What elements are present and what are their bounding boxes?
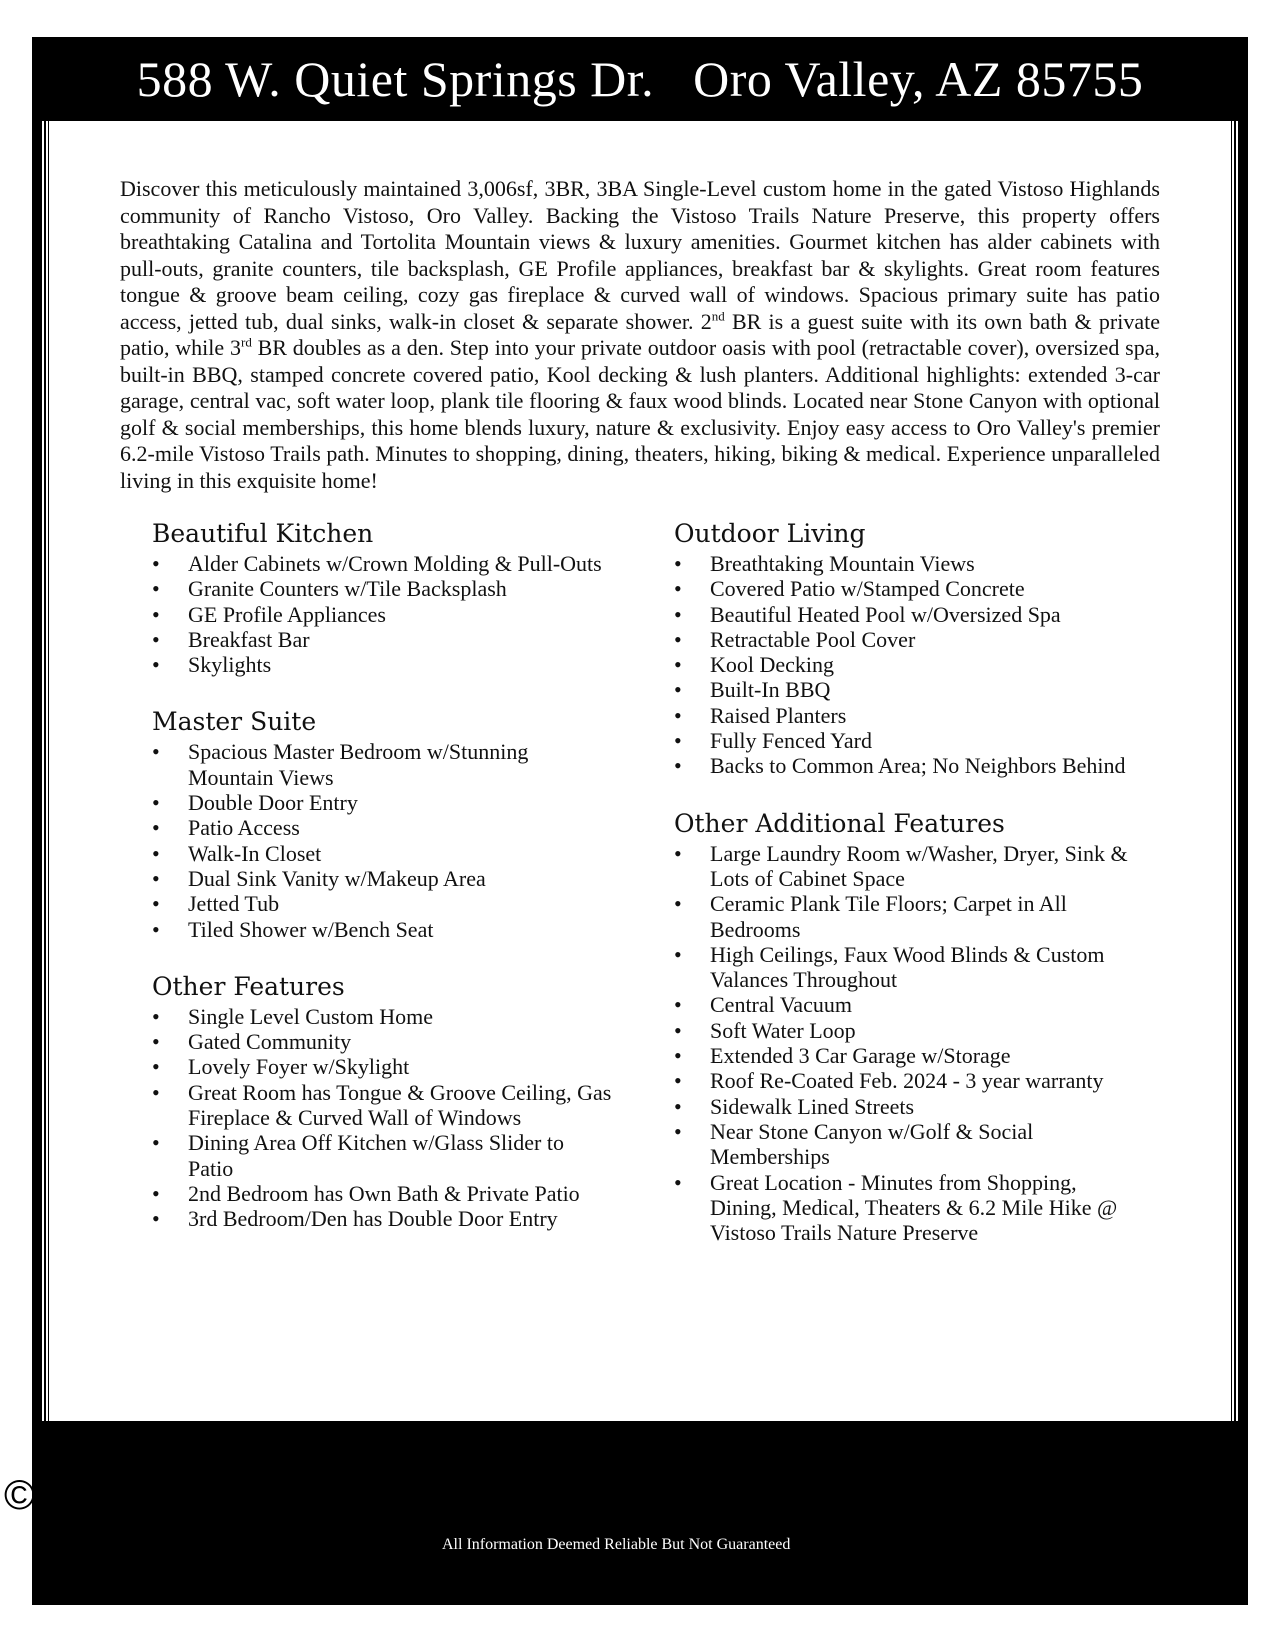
list-item: • Soft Water Loop [674,1018,1134,1043]
list-item: • Double Door Entry [152,790,612,815]
content-panel [42,121,1238,1421]
border-rule-left [48,121,49,1421]
feature-list [152,551,612,677]
list-item: • Roof Re-Coated Feb. 2024 - 3 year warranty [674,1068,1134,1093]
list-item: • Alder Cabinets w/Crown Molding & Pull-Outs [152,551,612,576]
list-item: • 2nd Bedroom has Own Bath & Private Patio [152,1181,612,1206]
list-item: • Ceramic Plank Tile Floors; Carpet in All Bedrooms [674,891,1134,942]
list-item: • Skylights [152,652,612,677]
list-item: • Retractable Pool Cover [674,627,1134,652]
border-rule-right [1231,121,1232,1421]
ordinal-suffix: nd [711,308,725,324]
list-item: • Fully Fenced Yard [674,728,1134,753]
feature-list [152,739,612,941]
section-kitchen [152,519,612,677]
features-column-right [674,519,1134,1275]
section-other-features [152,972,612,1232]
section-title: Outdoor Living [674,519,866,548]
list-item: • High Ceilings, Faux Wood Blinds & Custom Valances Throughout [674,942,1134,993]
section-title: Master Suite [152,707,317,737]
list-item: • Central Vacuum [674,992,1134,1017]
list-item: • GE Profile Appliances [152,602,612,627]
section-master-suite [152,707,612,941]
list-item: • Large Laundry Room w/Washer, Dryer, Sink & Lots of Cabinet Space [674,841,1134,892]
list-item: • Walk-In Closet [152,841,612,866]
list-item: • Kool Decking [674,652,1134,677]
list-item: • Lovely Foyer w/Skylight [152,1054,612,1079]
feature-list [152,1004,612,1232]
list-item: • Extended 3 Car Garage w/Storage [674,1043,1134,1068]
section-title: Other Additional Features [674,808,1005,838]
section-title: Beautiful Kitchen [152,519,374,548]
list-item: • Spacious Master Bedroom w/Stunning Mountain Views [152,739,612,790]
property-address: 588 W. Quiet Springs Dr. Oro Valley, AZ 85755 [136,51,1144,107]
list-item: • Great Location - Minutes from Shopping, Dining, Medical, Theaters & 6.2 Mile Hike @ Vistoso Trails Nature Preserve [674,1170,1134,1246]
list-item: • Breakfast Bar [152,627,612,652]
list-item: • Breathtaking Mountain Views [674,551,1134,576]
list-item: • Jetted Tub [152,891,612,916]
list-item: • Tiled Shower w/Bench Seat [152,917,612,942]
section-additional-features [674,809,1134,1246]
list-item: • Covered Patio w/Stamped Concrete [674,576,1134,601]
list-item: • 3rd Bedroom/Den has Double Door Entry [152,1206,612,1231]
list-item: • Single Level Custom Home [152,1004,612,1029]
copyright-watermark: ©2025 MLSSAZ [4,1471,309,1518]
section-outdoor-living [674,519,1134,779]
feature-list [674,841,1134,1246]
list-item: • Dining Area Off Kitchen w/Glass Slider to Patio [152,1130,612,1181]
list-item: • Gated Community [152,1029,612,1054]
header-banner [32,37,1248,121]
description-text: BR is a guest suite with its own bath & private patio, while 3 [120,308,1160,360]
property-description [120,176,1160,494]
list-item: • Dual Sink Vanity w/Makeup Area [152,866,612,891]
list-item: • Built-In BBQ [674,677,1134,702]
ordinal-suffix: rd [240,334,252,350]
flyer-frame [32,37,1248,1605]
list-item: • Beautiful Heated Pool w/Oversized Spa [674,602,1134,627]
description-text: BR doubles as a den. Step into your private outdoor oasis with pool (retractable cover), oversized spa, built-in BBQ, stamped concrete covered patio, Kool decking & lush planters. Additional highlights: extended 3-car garage, central vac, soft water loop, plank tile flooring & faux wood blinds. Located near Stone Canyon with optional golf & social memberships, this home blends luxury, nature & exclusivity. Enjoy easy access to Oro Valley's premier 6.2-mile Vistoso Trails path. Minutes to shopping, dining, theaters, hiking, biking & medical. Experience unparalleled living in this exquisite home! [120,335,1160,493]
list-item: • Great Room has Tongue & Groove Ceiling, Gas Fireplace & Curved Wall of Windows [152,1080,612,1131]
description-text: Discover this meticulously maintained 3,006sf, 3BR, 3BA Single-Level custom home in the gated Vistoso Highlands community of Rancho Vistoso, Oro Valley. Backing the Vistoso Trails Nature Preserve, this property offers breathtaking Catalina and Tortolita Mountain views & luxury amenities. Gourmet kitchen has alder cabinets with pull-outs, granite counters, tile backsplash, GE Profile appliances, breakfast bar & skylights. Great room features tongue & groove beam ceiling, cozy gas fireplace & curved wall of windows. Spacious primary suite has patio access, jetted tub, dual sinks, walk-in closet & separate shower. 2 [120,176,1160,334]
disclaimer: All Information Deemed Reliable But Not Guaranteed [442,1536,791,1553]
list-item: • Patio Access [152,815,612,840]
section-title: Other Features [152,971,345,1001]
list-item: • Raised Planters [674,703,1134,728]
list-item: • Sidewalk Lined Streets [674,1094,1134,1119]
list-item: • Backs to Common Area; No Neighbors Behind [674,753,1134,778]
features-column-left [152,519,612,1262]
feature-list [674,551,1134,779]
list-item: • Granite Counters w/Tile Backsplash [152,576,612,601]
list-item: • Near Stone Canyon w/Golf & Social Memberships [674,1119,1134,1170]
